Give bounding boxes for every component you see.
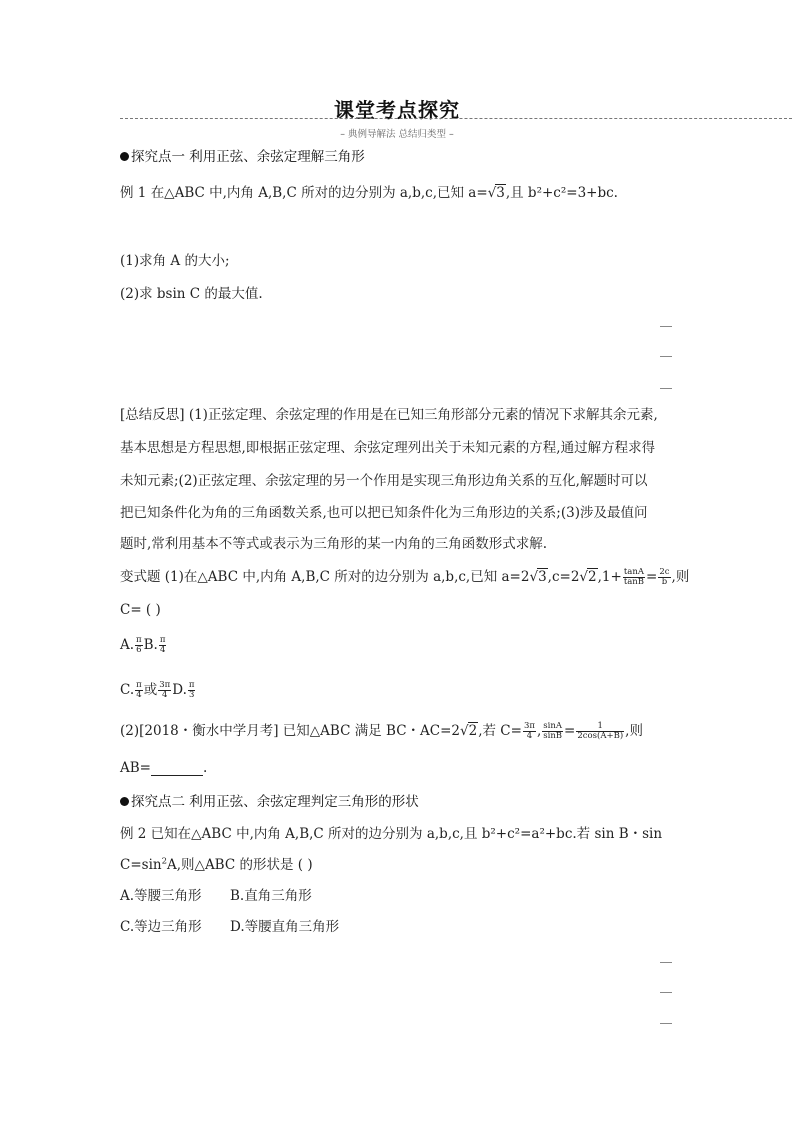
- summary-line: [总结反思] (1)正弦定理、余弦定理的作用是在已知三角形部分元素的情况下求解其余元素,: [120, 407, 658, 423]
- sqrt-expression: √3: [487, 185, 505, 201]
- example-1-question-2: (2)求 bsin C 的最大值.: [120, 286, 263, 302]
- fraction: $\frac{\pi}{6}$: [136, 635, 142, 655]
- fraction: $\frac{3\pi}{4}$: [159, 680, 171, 700]
- sqrt-expression: √3: [529, 569, 547, 585]
- section-heading-1: 探究点一 利用正弦、余弦定理解三角形: [120, 145, 365, 165]
- fraction: $\frac{2c}{b}$: [659, 567, 670, 587]
- section-heading-2: 探究点二 利用正弦、余弦定理判定三角形的形状: [120, 790, 419, 810]
- sqrt-expression: √2: [579, 569, 597, 585]
- bullet-dot-icon: [120, 152, 129, 161]
- bullet-dot-icon: [120, 797, 129, 806]
- variant-question-1: 变式题 (1)在△ABC 中,内角 A,B,C 所对的边分别为 a,b,c,已知 a=2√3,c=2√2,1+ $\frac{\tan A}{\tan B}$ = $\frac{2c}{b}$ ,则: [120, 567, 690, 587]
- answer-space-mark: [660, 356, 672, 357]
- fraction: $\frac{\pi}{4}$: [159, 635, 166, 655]
- sqrt-expression: √2: [460, 723, 478, 739]
- fraction: $\frac{\tan A}{\tan B}$: [623, 567, 645, 587]
- example-2-option-c: C.等边三角形: [120, 919, 202, 935]
- variant-options-cd: C. $\frac{\pi}{4}$ 或 $\frac{3\pi}{4}$ D. $\frac{\pi}{3}$: [120, 680, 195, 700]
- summary-line: 未知元素;(2)正弦定理、余弦定理的另一个作用是实现三角形边角关系的互化,解题时可以: [120, 473, 648, 489]
- variant-options-ab: A. $\frac{\pi}{6}$ B. $\frac{\pi}{4}$: [120, 635, 166, 655]
- example-2-option-b: B.直角三角形: [230, 888, 312, 904]
- page-title: 课堂考点探究: [334, 98, 460, 122]
- fraction: $\frac{1}{2\cos(A+B)}$: [577, 721, 624, 741]
- answer-blank[interactable]: [151, 763, 203, 776]
- answer-space-mark: [660, 326, 672, 327]
- example-2-option-a: A.等腰三角形: [120, 888, 202, 904]
- header-divider: [120, 118, 792, 119]
- fraction: $\frac{\sin A}{\sin B}$: [543, 721, 563, 741]
- answer-space-mark: [660, 992, 672, 993]
- summary-line: 基本思想是方程思想,即根据正弦定理、余弦定理列出关于未知元素的方程,通过解方程求得: [120, 440, 656, 456]
- variant-question-1-line-2: C= ( ): [120, 602, 161, 618]
- answer-space-mark: [660, 962, 672, 963]
- answer-space-mark: [660, 388, 672, 389]
- answer-space-mark: [660, 1023, 672, 1024]
- example-2-line-1: 例 2 已知在△ABC 中,内角 A,B,C 所对的边分别为 a,b,c,且 b²+c²=a²+bc.若 sin B・sin: [120, 826, 663, 842]
- page-subtitle: – 典例导解法 总结归类型 –: [340, 129, 454, 140]
- summary-line: 题时,常利用基本不等式或表示为三角形的某一内角的三角函数形式求解.: [120, 536, 548, 552]
- summary-line: 把已知条件化为角的三角函数关系,也可以把已知条件化为三角形边的关系;(3)涉及最值问: [120, 505, 648, 521]
- example-2-option-d: D.等腰直角三角形: [230, 919, 340, 935]
- variant-question-2: (2)[2018・衡水中学月考] 已知△ABC 满足 BC・AC=2√2,若 C= $\frac{3\pi}{4}$ , $\frac{\sin A}{\sin B}$ = $\frac{1}{2\cos(A+B)}$ ,则: [120, 721, 643, 741]
- variant-question-2-answer: AB= .: [120, 760, 208, 776]
- example-1-statement: 例 1 在△ABC 中,内角 A,B,C 所对的边分别为 a,b,c,已知 a=√3,且 b²+c²=3+bc.: [120, 185, 618, 201]
- fraction: $\frac{3\pi}{4}$: [523, 721, 535, 741]
- example-2-line-2: $C=\sin^2A$,则△ABC 的形状是 ( ): [120, 856, 313, 873]
- fraction: $\frac{\pi}{3}$: [188, 680, 195, 700]
- example-1-question-1: (1)求角 A 的大小;: [120, 253, 230, 269]
- fraction: $\frac{\pi}{4}$: [136, 680, 142, 700]
